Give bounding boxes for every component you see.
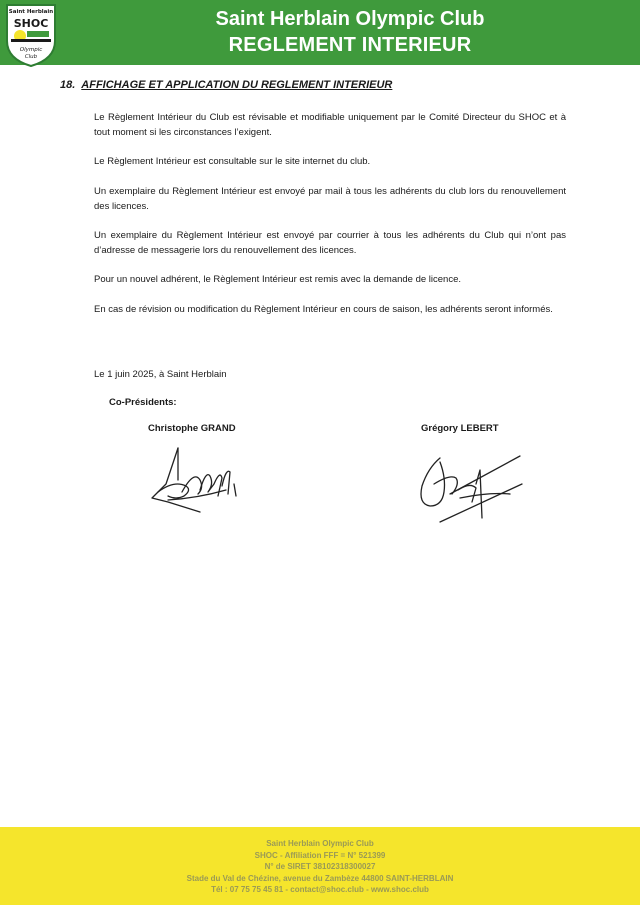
signature-image — [410, 448, 528, 528]
footer-line: Tél : 07 75 75 45 81 - contact@shoc.club - www.shoc.club — [211, 885, 429, 894]
section-heading — [60, 79, 392, 91]
logo-sub-text-2: Club — [24, 54, 38, 60]
club-name: Saint Herblain Olympic Club — [215, 8, 485, 30]
date-line: Le 1 juin 2025, à Saint Herblain — [94, 369, 227, 380]
signatory-name: Grégory LEBERT — [421, 423, 499, 434]
paragraph: En cas de révision ou modification du Règlement Intérieur en cours de saison, les adhérents seront informés. — [94, 304, 553, 315]
document-title: REGLEMENT INTERIEUR — [228, 34, 472, 56]
co-presidents-label: Co-Présidents: — [109, 397, 177, 408]
section-number: 18. — [60, 79, 76, 91]
signatory-name: Christophe GRAND — [148, 423, 236, 434]
footer-line: Saint Herblain Olympic Club — [266, 839, 374, 848]
page-header — [0, 0, 640, 65]
logo-top-text: Saint Herblain — [8, 9, 54, 15]
logo-sub-text-1: Olympic — [19, 47, 43, 53]
signature-image — [148, 440, 248, 520]
paragraph: Le Règlement Intérieur est consultable sur le site internet du club. — [94, 156, 371, 167]
footer-line: N° de SIRET 38102318300027 — [264, 862, 376, 871]
club-logo — [5, 3, 57, 67]
footer-line: SHOC - Affiliation FFF = N° 521399 — [254, 850, 386, 860]
footer-line: Stade du Val de Chézine, avenue du Zambèze 44800 SAINT-HERBLAIN — [186, 873, 454, 883]
logo-acronym: SHOC — [13, 17, 49, 30]
header-titles — [120, 6, 580, 58]
paragraph: Pour un nouvel adhérent, le Règlement Intérieur est remis avec la demande de licence. — [94, 274, 462, 285]
paragraph: Un exemplaire du Règlement Intérieur est envoyé par courrier à tous les adhérents du Club qui n’ont pas d’adresse de messagerie lors du renouvellement des licences. — [94, 230, 566, 256]
page-footer — [0, 827, 640, 905]
section-title: AFFICHAGE ET APPLICATION DU REGLEMENT INTERIEUR — [81, 79, 393, 91]
paragraph: Le Règlement Intérieur du Club est révisable et modifiable uniquement par le Comité Directeur du SHOC et à tout moment si les circonstances l’exigent. — [94, 112, 566, 138]
paragraph: Un exemplaire du Règlement Intérieur est envoyé par mail à tous les adhérents du club lors du renouvellement des licences. — [94, 186, 566, 212]
